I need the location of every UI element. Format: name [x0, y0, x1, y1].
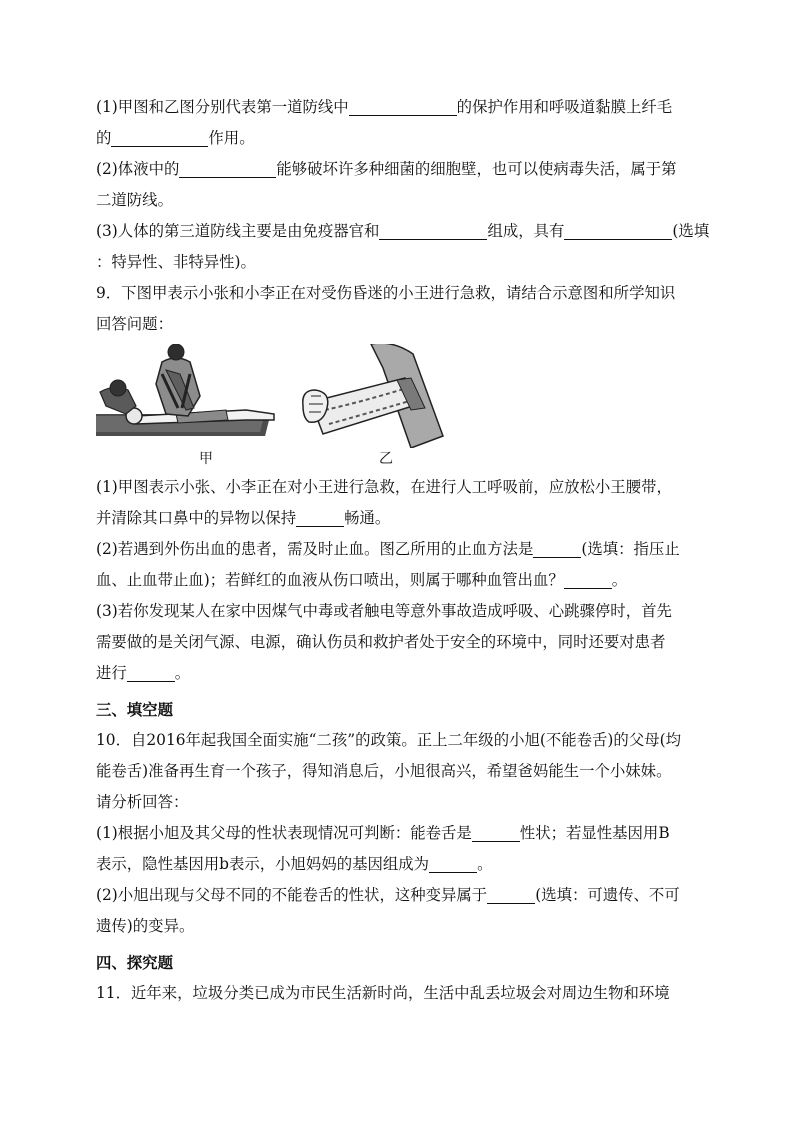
- q8-line-5: (3)人体的第三道防线主要是由免疫器官和 组成，具有 (选填: [96, 222, 710, 240]
- answer-blank[interactable]: [349, 97, 457, 116]
- q8-line-6: ：特异性、非特异性)。: [96, 253, 256, 271]
- q9-sub-1: (1)甲图表示小张、小李正在对小王进行急救，在进行人工呼吸前，应放松小王腰带，: [96, 478, 672, 496]
- q11-stem-1: 11．近年来，垃圾分类已成为市民生活新时尚，生活中乱丢垃圾会对周边生物和环境: [96, 984, 670, 1002]
- answer-blank[interactable]: [533, 539, 581, 558]
- cpr-illustration: [96, 344, 296, 448]
- answer-blank[interactable]: [564, 221, 672, 240]
- q9-sub-6: 需要做的是关闭气源、电源，确认伤员和救护者处于安全的环境中，同时还要对患者: [96, 633, 666, 651]
- q10-sub-3: (2)小旭出现与父母不同的不能卷舌的性状，这种变异属于 (选填：可遗传、不可: [96, 886, 680, 904]
- answer-blank[interactable]: [296, 508, 344, 527]
- q9-sub-5: (3)若你发现某人在家中因煤气中毒或者触电等意外事故造成呼吸、心跳骤停时，首先: [96, 602, 672, 620]
- section-heading-inquiry: 四、探究题: [96, 954, 173, 972]
- q8-line-1: (1)甲图和乙图分别代表第一道防线中 的保护作用和呼吸道黏膜上纤毛: [96, 98, 673, 116]
- answer-blank[interactable]: [472, 823, 520, 842]
- answer-blank[interactable]: [111, 128, 208, 147]
- document-page: [96, 92, 708, 1009]
- answer-blank[interactable]: [379, 221, 487, 240]
- q10-stem-2: 能卷舌)准备再生育一个孩子，得知消息后，小旭很高兴，希望爸妈能生一个小妹妹。: [96, 762, 672, 780]
- q9-sub-2: 并清除其口鼻中的异物以保持 畅通。: [96, 509, 391, 527]
- tourniquet-illustration: [301, 344, 447, 448]
- q9-stem-1: 9．下图甲表示小张和小李正在对受伤昏迷的小王进行急救，请结合示意图和所学知识: [96, 284, 676, 302]
- q9-stem-2: 回答问题：: [96, 315, 173, 333]
- answer-blank[interactable]: [564, 570, 612, 589]
- figure-caption-b: 乙: [379, 451, 393, 467]
- q10-sub-1: (1)根据小旭及其父母的性状表现情况可判断：能卷舌是 性状；若显性基因用B: [96, 824, 670, 842]
- section-heading-fill-in: 三、填空题: [96, 701, 173, 719]
- q8-line-2: 的 作用。: [96, 129, 255, 147]
- answer-blank[interactable]: [429, 854, 477, 873]
- q10-stem-1: 10．自2016年起我国全面实施“二孩”的政策。正上二年级的小旭(不能卷舌)的父母(均: [96, 731, 682, 749]
- q9-sub-7: 进行 。: [96, 664, 191, 682]
- answer-blank[interactable]: [487, 885, 535, 904]
- q9-sub-4: 血、止血带止血)；若鲜红的血液从伤口喷出，则属于哪种血管出血？ 。: [96, 571, 628, 589]
- q8-line-4: 二道防线。: [96, 191, 173, 209]
- answer-blank[interactable]: [179, 159, 276, 178]
- q8-line-3: (2)体液中的 能够破坏许多种细菌的细胞壁，也可以使病毒失活，属于第: [96, 160, 677, 178]
- q9-sub-3: (2)若遇到外伤出血的患者，需及时止血。图乙所用的止血方法是 (选填：指压止: [96, 540, 680, 558]
- answer-blank[interactable]: [127, 663, 175, 682]
- q10-sub-4: 遗传)的变异。: [96, 917, 195, 935]
- figure-caption-a: 甲: [199, 451, 213, 467]
- q10-sub-2: 表示，隐性基因用b表示，小旭妈妈的基因组成为 。: [96, 855, 493, 873]
- first-aid-figures: [96, 344, 708, 472]
- q10-stem-3: 请分析回答：: [96, 793, 189, 811]
